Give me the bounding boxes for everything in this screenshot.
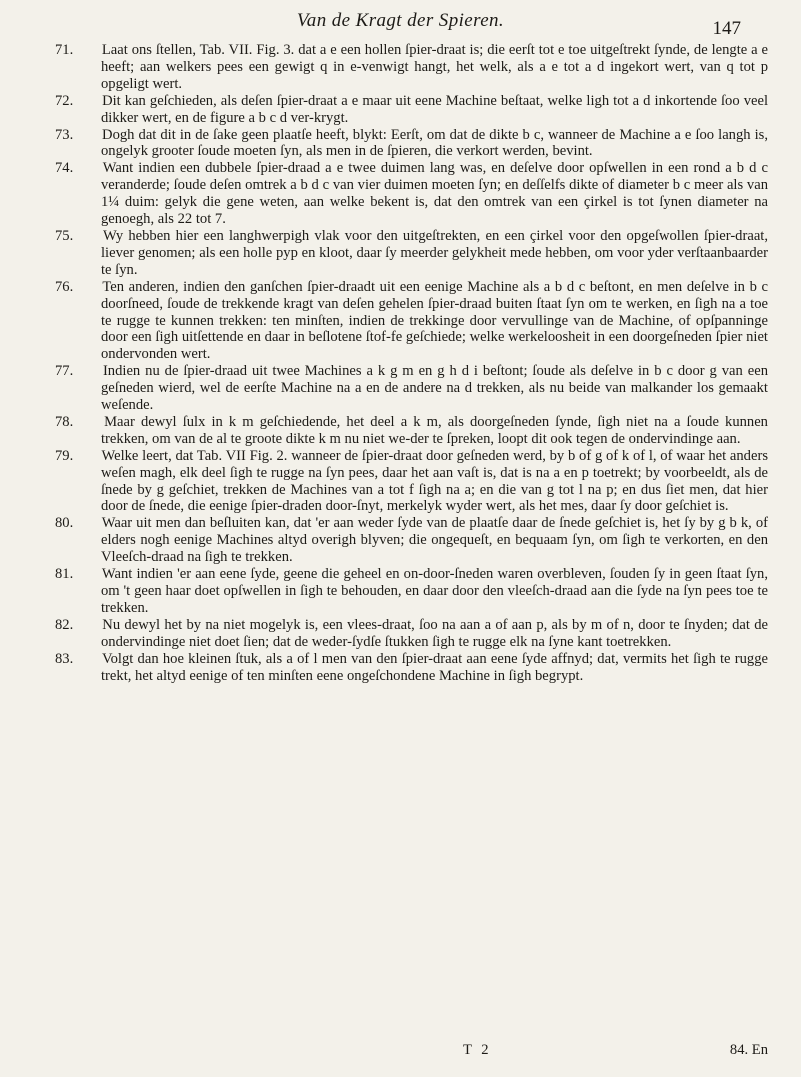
paragraph-text: Welke leert, dat Tab. VII Fig. 2. wanneer de ſpier-draat door geſneden werd, by b of g of k of l, of waar het anders weſen magh, elk deel ſigh te rugge na ſyn pees, daar het aan vaſt is, dat is na a en p toetrekt; by voorbeeldt, als de ſnede by g geſchiet, trekken de Machines van a tot f ſigh na a; en die van g tot l na p; en dus ſiet men, dat hier door de ſnede, die eenige ſpier-draden door-ſnyt, merkelyk wyder wert, als het mes, daar ſy door geſchiet is. xyxy=(101,447,768,515)
paragraph-number: 77. xyxy=(55,363,74,380)
paragraph-text: Volgt dan hoe kleinen ſtuk, als a of l men van den ſpier-draat aan eene ſyde affnyd; dat, vermits het ſigh te rugge trekt, het altyd eenige of ten minſten eene ongeſchondene Machine in ſigh begrypt. xyxy=(101,650,768,684)
paragraph xyxy=(55,227,768,279)
paragraph xyxy=(55,42,768,93)
page-header xyxy=(0,10,801,40)
paragraph-text: Want indien een dubbele ſpier-draad a e twee duimen lang was, en deſelve door opſwellen in een rond a b d c veranderde; ſoude deſen omtrek a b d c van vier duimen moeten ſyn; en deſſelfs dikte of diameter b c meer als van 1¼ duim: gelyk die gene weten, aan welke bekent is, dat den omtrek van een çirkel is tot ſynen diameter na genoegh, als 22 tot 7. xyxy=(101,160,768,228)
body-text xyxy=(55,42,769,684)
paragraph-number: 78. xyxy=(55,413,74,430)
paragraph-number: 71. xyxy=(55,42,74,58)
paragraph xyxy=(55,447,768,516)
paragraph-number: 74. xyxy=(55,160,74,177)
paragraph-number: 80. xyxy=(55,515,74,532)
running-title: Van de Kragt der Spieren. xyxy=(296,10,505,31)
paragraph xyxy=(55,566,769,617)
paragraph xyxy=(55,363,768,414)
paragraph xyxy=(55,413,768,448)
paragraph-number: 73. xyxy=(55,126,74,143)
paragraph-number: 76. xyxy=(55,278,74,295)
paragraph xyxy=(55,515,768,566)
paragraph-number: 75. xyxy=(55,227,74,244)
catchword: 84. En xyxy=(729,1042,768,1058)
paragraph xyxy=(55,92,768,127)
paragraph-text: Dit kan geſchieden, als deſen ſpier-draat a e maar uit eene Machine beſtaat, welke ligh tot a d inkortende ſoo veel dikker wert, en de figure a b c d ver-krygt. xyxy=(101,92,768,126)
paragraph xyxy=(55,126,768,161)
paragraph-text: Nu dewyl het by na niet mogelyk is, een vlees-draat, ſoo na aan a of aan p, als by m of n, door te ſnyden; dat de ondervindinge niet doet ſien; dat de weder-ſydſe ſtukken ſigh te rugge elk na ſyne kant toetrekken. xyxy=(101,616,769,650)
page-footer xyxy=(78,1042,768,1062)
paragraph-text: Indien nu de ſpier-draad uit twee Machines a k g m en g h d i beſtont; ſoude als deſelve in b c door g van een geſneden wierd, wel de eerſte Machine na a en de andere na d trekken, als nu beide van malkander los gemaakt weſende. xyxy=(101,363,768,414)
paragraph-text: Maar dewyl ſulx in k m geſchiedende, het deel a k m, als doorgeſneden ſynde, ſigh niet na a ſoude kunnen trekken, om van de al te groote dikte k m nu niet we-der te ſpreken, loopt dit ook tegen de ondervindinge aan. xyxy=(101,413,768,447)
paragraph-text: Dogh dat dit in de ſake geen plaatſe heeft, blykt: Eerſt, om dat de dikte b c, wanneer de Machine a e ſoo langh is, ongelyk grooter ſoude moeten ſyn, als men in de ſpieren, die verkort werden, bevint. xyxy=(101,126,768,160)
page-number: 147 xyxy=(712,18,741,39)
paragraph-text: Wy hebben hier een langhwerpigh vlak voor den uitgeſtrekten, en een çirkel voor den opgeſwollen ſpier-draat, liever genomen; als een holle pyp en kloot, daar ſy meerder gelykheit mede hebben, om voor yder verſtaanbaarder te ſyn. xyxy=(101,227,768,278)
paragraph xyxy=(55,160,768,228)
paragraph-number: 79. xyxy=(55,447,74,464)
paragraph-number: 81. xyxy=(55,566,74,583)
paragraph xyxy=(55,616,769,651)
paragraph xyxy=(55,650,768,685)
paragraph-text: Waar uit men dan beſluiten kan, dat 'er aan weder ſyde van de plaatſe daar de ſnede geſchiet is, het ſy by g b k, of elders nogh eenige Machines altyd overigh blyven; die ongequeſt, en bequaam ſyn, om ſigh te verkorten, en den Vleeſch-draad na ſigh te trekken. xyxy=(101,515,768,566)
paragraph-number: 72. xyxy=(55,92,74,109)
paragraph-text: Ten anderen, indien den ganſchen ſpier-draadt uit een eenige Machine als a b d c beſtont, en men deſelve in b c doorſneed, ſoude de trekkende kragt van deſen gehelen ſpier-draad buiten ſtaat ſyn om te werken, en ſigh na a toe te rugge te kunnen trekken: ten minſten, indien de trekkinge door vervullinge van de Machine, of opſpanninge door een ſigh uitſettende en daar in beſlotene ſtof-fe geſchiede; welke werkeloosheit in een doorgeſneden ſpier niet ondervonden wert. xyxy=(101,278,768,363)
paragraph-text: Laat ons ſtellen, Tab. VII. Fig. 3. dat a e een hollen ſpier-draat is; die eerſt tot e toe uitgeſtrekt ſynde, de lengte a e heeft; aan welkers pees een gewigt q in e-venwigt hangt, het welk, als a e tot a d ingekort wert, van q tot p opgeligt wert. xyxy=(101,42,768,92)
paragraph-number: 83. xyxy=(55,650,74,667)
paragraph xyxy=(55,278,768,364)
signature-mark: T 2 xyxy=(463,1042,492,1058)
paragraph-text: Want indien 'er aan eene ſyde, geene die geheel en on-door-ſneden waren overbleven, ſouden ſy in geen ſtaat ſyn, om 't geen haar doet opſwellen in ſigh te behouden, en daar door den vleeſch-draad aan die ſyde na ſyn pees toe te trekken. xyxy=(101,566,769,616)
paragraph-number: 82. xyxy=(55,616,74,633)
